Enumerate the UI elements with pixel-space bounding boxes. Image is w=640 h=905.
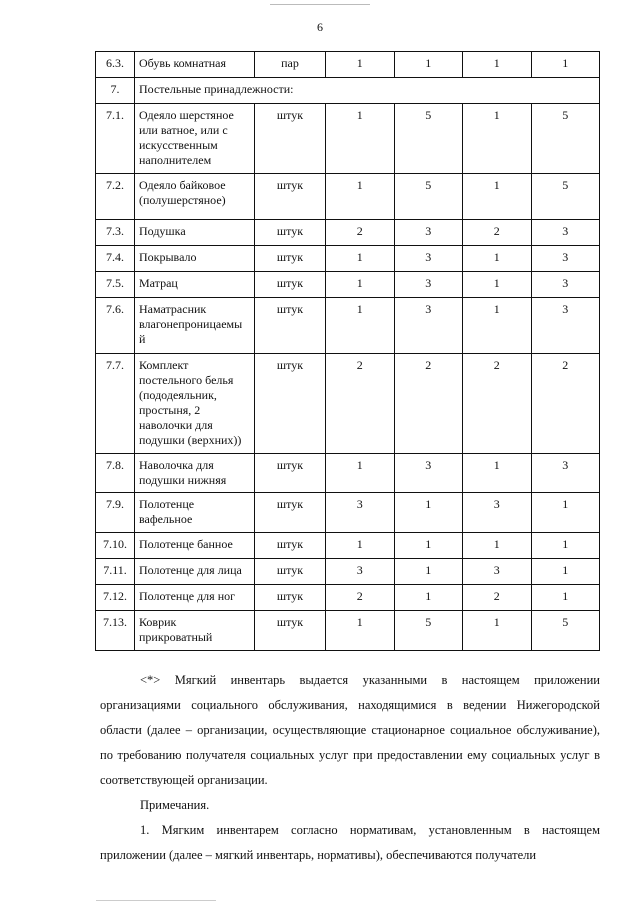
footnote-paragraph: <*> Мягкий инвентарь выдается указанными в настоящем приложении организациями социального обслуживания, находящимися в ведении Нижегородской области (далее – организации, осуществляющие стационарное социальное обслуживание), по требованию получателя социальных услуг при предоставлении ему социальных услуг в соответствующей организации. <box>100 673 600 787</box>
row-number: 7.11. <box>96 559 135 585</box>
quantity-cell: 1 <box>531 533 600 559</box>
item-name: Полотенце вафельное <box>135 493 255 533</box>
quantity-cell: 1 <box>394 493 463 533</box>
quantity-cell: 1 <box>326 454 395 493</box>
row-number: 7.1. <box>96 104 135 174</box>
page-number: 6 <box>317 20 323 34</box>
note-item-1: 1. Мягким инвентарем согласно нормативам, установленным в настоящем приложении (далее – мягкий инвентарь, нормативы), обеспечиваются получатели <box>100 823 600 862</box>
quantity-cell: 5 <box>531 611 600 651</box>
item-unit: штук <box>255 559 326 585</box>
quantity-cell: 3 <box>326 493 395 533</box>
quantity-cell: 1 <box>394 52 463 78</box>
table-row <box>96 78 600 104</box>
inventory-table <box>95 51 600 651</box>
top-rule <box>270 4 370 5</box>
item-name: Подушка <box>135 220 255 246</box>
quantity-cell: 3 <box>394 246 463 272</box>
item-unit: штук <box>255 104 326 174</box>
row-number: 7.6. <box>96 298 135 354</box>
item-name: Одеяло байковое (полушерстяное) <box>135 174 255 220</box>
table-row <box>96 585 600 611</box>
item-name: Обувь комнатная <box>135 52 255 78</box>
quantity-cell: 3 <box>394 454 463 493</box>
table-row <box>96 454 600 493</box>
quantity-cell: 1 <box>531 559 600 585</box>
quantity-cell: 1 <box>531 585 600 611</box>
table-row <box>96 354 600 454</box>
bottom-rule <box>96 900 216 901</box>
item-name: Покрывало <box>135 246 255 272</box>
quantity-cell: 3 <box>531 220 600 246</box>
quantity-cell: 2 <box>531 354 600 454</box>
row-number: 7.2. <box>96 174 135 220</box>
quantity-cell: 5 <box>394 174 463 220</box>
quantity-cell: 3 <box>531 298 600 354</box>
row-number: 7.13. <box>96 611 135 651</box>
item-unit: штук <box>255 354 326 454</box>
quantity-cell: 5 <box>531 174 600 220</box>
table-row <box>96 611 600 651</box>
row-number: 7.10. <box>96 533 135 559</box>
table-row <box>96 220 600 246</box>
quantity-cell: 1 <box>326 246 395 272</box>
item-unit: штук <box>255 533 326 559</box>
row-number: 7.5. <box>96 272 135 298</box>
quantity-cell: 1 <box>463 104 532 174</box>
table-row <box>96 174 600 220</box>
table-row <box>96 104 600 174</box>
quantity-cell: 1 <box>394 533 463 559</box>
section-title: Постельные принадлежности: <box>135 78 600 104</box>
quantity-cell: 1 <box>326 52 395 78</box>
quantity-cell: 5 <box>531 104 600 174</box>
row-number: 7.12. <box>96 585 135 611</box>
quantity-cell: 3 <box>531 454 600 493</box>
table-row <box>96 272 600 298</box>
item-name: Наматрасник влагонепроницаемы й <box>135 298 255 354</box>
quantity-cell: 1 <box>326 611 395 651</box>
quantity-cell: 3 <box>463 493 532 533</box>
quantity-cell: 1 <box>326 298 395 354</box>
table-row <box>96 52 600 78</box>
quantity-cell: 2 <box>463 585 532 611</box>
item-name: Полотенце банное <box>135 533 255 559</box>
table-row <box>96 493 600 533</box>
notes-heading: Примечания. <box>140 798 210 812</box>
item-name: Полотенце для ног <box>135 585 255 611</box>
quantity-cell: 3 <box>394 272 463 298</box>
item-name: Одеяло шерстяное или ватное, или с искусственным наполнителем <box>135 104 255 174</box>
row-number: 7. <box>96 78 135 104</box>
item-unit: штук <box>255 220 326 246</box>
quantity-cell: 1 <box>531 493 600 533</box>
quantity-cell: 3 <box>531 246 600 272</box>
item-name: Полотенце для лица <box>135 559 255 585</box>
item-unit: штук <box>255 174 326 220</box>
item-unit: штук <box>255 493 326 533</box>
quantity-cell: 1 <box>463 52 532 78</box>
row-number: 7.3. <box>96 220 135 246</box>
notes-section <box>100 668 600 868</box>
quantity-cell: 1 <box>326 272 395 298</box>
row-number: 7.4. <box>96 246 135 272</box>
quantity-cell: 1 <box>463 174 532 220</box>
table-row <box>96 246 600 272</box>
quantity-cell: 1 <box>326 104 395 174</box>
quantity-cell: 1 <box>394 585 463 611</box>
quantity-cell: 1 <box>463 272 532 298</box>
table-row <box>96 298 600 354</box>
item-unit: штук <box>255 611 326 651</box>
row-number: 7.9. <box>96 493 135 533</box>
item-unit: штук <box>255 272 326 298</box>
item-unit: штук <box>255 246 326 272</box>
item-unit: пар <box>255 52 326 78</box>
quantity-cell: 2 <box>394 354 463 454</box>
item-name: Коврик прикроватный <box>135 611 255 651</box>
quantity-cell: 1 <box>463 454 532 493</box>
quantity-cell: 5 <box>394 104 463 174</box>
item-unit: штук <box>255 298 326 354</box>
quantity-cell: 2 <box>326 585 395 611</box>
quantity-cell: 1 <box>531 52 600 78</box>
quantity-cell: 3 <box>326 559 395 585</box>
item-unit: штук <box>255 585 326 611</box>
quantity-cell: 1 <box>326 533 395 559</box>
row-number: 7.7. <box>96 354 135 454</box>
quantity-cell: 1 <box>463 298 532 354</box>
quantity-cell: 3 <box>531 272 600 298</box>
row-number: 7.8. <box>96 454 135 493</box>
quantity-cell: 2 <box>463 354 532 454</box>
quantity-cell: 3 <box>463 559 532 585</box>
item-name: Комплект постельного белья (пододеяльник, простыня, 2 наволочки для подушки (верхних)) <box>135 354 255 454</box>
item-unit: штук <box>255 454 326 493</box>
row-number: 6.3. <box>96 52 135 78</box>
table-row <box>96 533 600 559</box>
quantity-cell: 2 <box>326 220 395 246</box>
quantity-cell: 5 <box>394 611 463 651</box>
quantity-cell: 2 <box>463 220 532 246</box>
quantity-cell: 1 <box>394 559 463 585</box>
item-name: Наволочка для подушки нижняя <box>135 454 255 493</box>
quantity-cell: 3 <box>394 220 463 246</box>
quantity-cell: 1 <box>463 611 532 651</box>
quantity-cell: 1 <box>326 174 395 220</box>
table-row <box>96 559 600 585</box>
quantity-cell: 3 <box>394 298 463 354</box>
quantity-cell: 1 <box>463 246 532 272</box>
quantity-cell: 2 <box>326 354 395 454</box>
quantity-cell: 1 <box>463 533 532 559</box>
item-name: Матрац <box>135 272 255 298</box>
